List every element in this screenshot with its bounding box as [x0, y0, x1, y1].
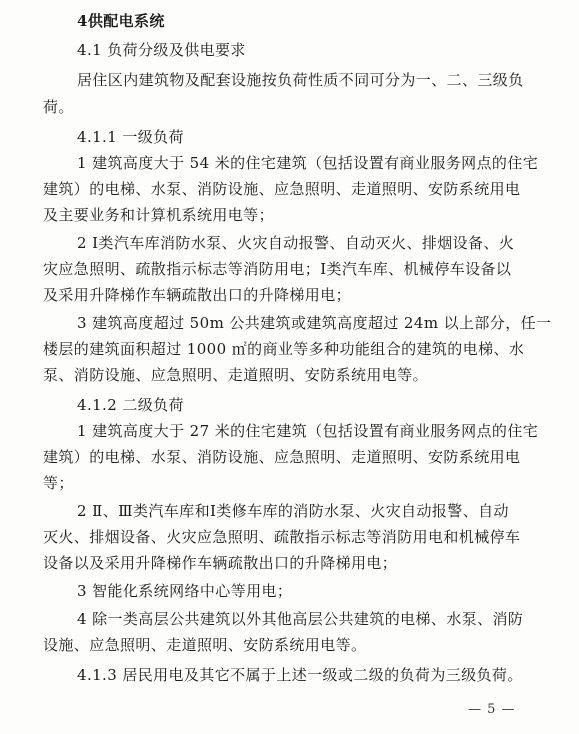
paragraph-line: 3 智能化系统网络中心等用电；: [77, 582, 293, 600]
paragraph-line: 4 除一类高层公共建筑以外其他高层公共建筑的电梯、水泵、消防: [77, 610, 524, 628]
paragraph-line: 3 建筑高度超过 50m 公共建筑或建筑高度超过 24m 以上部分，任一: [77, 314, 552, 332]
paragraph-line: 2 Ⅰ类汽车库消防水泵、火灾自动报警、自动灭火、排烟设备、火: [77, 234, 515, 252]
paragraph-line: 建筑）的电梯、水泵、消防设施、应急照明、走道照明、安防系统用电: [43, 448, 521, 466]
subsection-heading-third-level: 4.1.3 居民用电及其它不属于上述一级或二级的负荷为三级负荷。: [77, 666, 523, 684]
paragraph-line: 建筑）的电梯、水泵、消防设施、应急照明、走道照明、安防系统用电: [43, 180, 521, 198]
paragraph-line: 等；: [43, 474, 74, 492]
paragraph-line: 1 建筑高度大于 54 米的住宅建筑（包括设置有商业服务网点的住宅: [77, 154, 539, 172]
paragraph-line: 2 Ⅱ、Ⅲ类汽车库和Ⅰ类修车库的消防水泵、火灾自动报警、自动: [77, 502, 509, 520]
intro-line-2: 荷。: [43, 98, 74, 116]
subsection-heading-second-level: 4.1.2 二级负荷: [77, 396, 184, 414]
paragraph-line: 1 建筑高度大于 27 米的住宅建筑（包括设置有商业服务网点的住宅: [77, 422, 539, 440]
paragraph-line: 设施、应急照明、走道照明、安防系统用电等。: [43, 636, 367, 654]
paragraph-line: 设备以及采用升降梯作车辆疏散出口的升降梯用电；: [43, 554, 398, 572]
page-number: — 5 —: [468, 702, 516, 717]
subsection-heading-first-level: 4.1.1 一级负荷: [77, 128, 184, 146]
intro-line-1: 居住区内建筑物及配套设施按负荷性质不同可分为一、二、三级负: [77, 71, 524, 89]
section-heading: 4.1 负荷分级及供电要求: [77, 41, 246, 59]
paragraph-line: 楼层的建筑面积超过 1000 ㎡的商业等多种功能组合的建筑的电梯、水: [43, 340, 525, 358]
paragraph-line: 及主要业务和计算机系统用电等；: [43, 206, 275, 224]
chapter-heading: 4供配电系统: [77, 12, 165, 30]
paragraph-line: 灾应急照明、疏散指示标志等消防用电；Ⅰ类汽车库、机械停车设备以: [43, 260, 512, 278]
paragraph-line: 灭火、排烟设备、火灾应急照明、疏散指示标志等消防用电和机械停车: [43, 528, 521, 546]
paragraph-line: 泵、消防设施、应急照明、走道照明、安防系统用电等。: [43, 366, 429, 384]
paragraph-line: 及采用升降梯作车辆疏散出口的升降梯用电；: [43, 286, 352, 304]
